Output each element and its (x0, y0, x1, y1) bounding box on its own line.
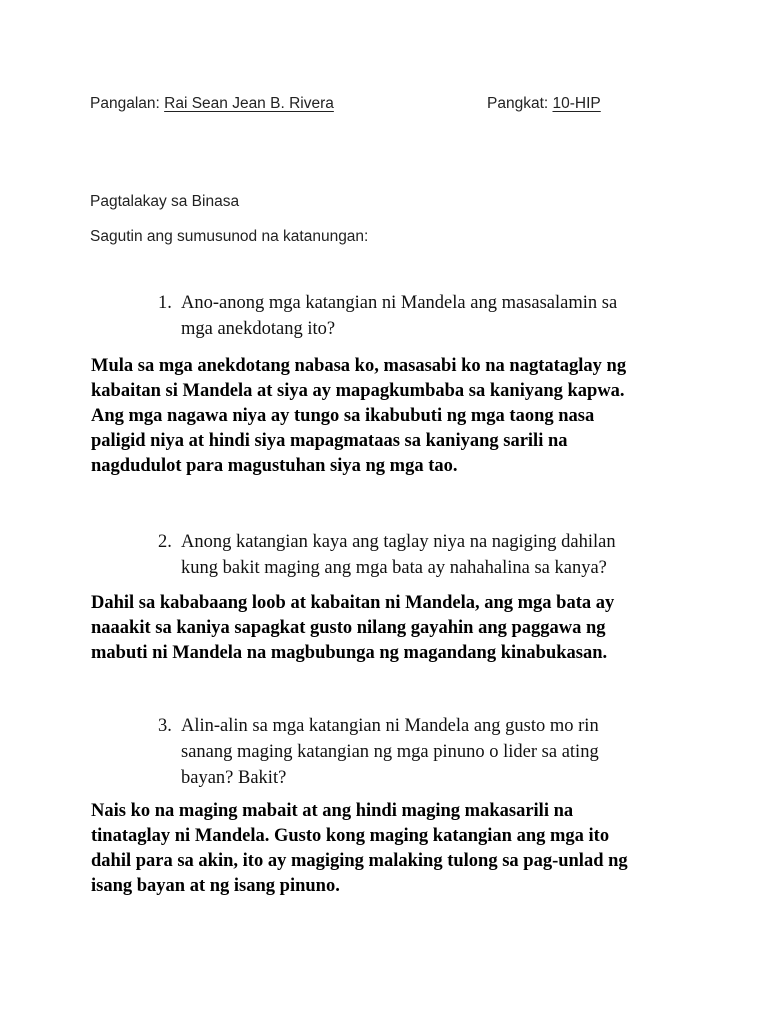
section-title: Pagtalakay sa Binasa (90, 193, 240, 210)
question-text: Anong katangian kaya ang taglay niya na nagiging dahilan kung bakit maging ang mga bata ay nahahalina sa kanya? (181, 532, 616, 578)
name-value: Rai Sean Jean B. Rivera (164, 95, 334, 112)
question-2 (158, 529, 678, 581)
instruction: Sagutin ang sumusunod na katanungan: (90, 228, 369, 245)
group-label: Pangkat: (487, 95, 553, 112)
answer-1: Mula sa mga anekdotang nabasa ko, masasabi ko na nagtataglay ng kabaitan si Mandela at siya ay mapagkumbaba sa kaniyang kapwa. Ang mga nagawa niya ay tungo sa ikabubuti ng mga taong nasa paligid niya at hindi siya mapagmataas sa kaniyang sarili na nagdudulot para magustuhan siya ng mga tao. (91, 356, 627, 476)
group-value: 10-HIP (552, 95, 601, 112)
group-line (487, 95, 601, 113)
question-text: Ano-anong mga katangian ni Mandela ang masasalamin sa mga anekdotang ito? (181, 293, 618, 339)
answer-2: Dahil sa kababaang loob at kabaitan ni Mandela, ang mga bata ay naaakit sa kaniya sapagkat gusto nilang gayahin ang paggawa ng mabuti ni Mandela na magbubunga ng magandang kinabukasan. (91, 593, 615, 663)
question-number: 1. (158, 293, 172, 313)
name-line (90, 95, 334, 113)
name-label: Pangalan: (90, 95, 165, 112)
question-text: Alin-alin sa mga katangian ni Mandela ang gusto mo rin sanang maging katangian ng mga pinuno o lider sa ating bayan? Bakit? (181, 716, 599, 788)
question-1 (158, 290, 678, 342)
question-number: 3. (158, 716, 172, 736)
question-3 (158, 713, 678, 791)
question-number: 2. (158, 532, 172, 552)
answer-3: Nais ko na maging mabait at ang hindi maging makasarili na tinataglay ni Mandela. Gusto kong maging katangian ang mga ito dahil para sa akin, ito ay magiging malaking tulong sa pag-unlad ng isang bayan at ng isang pinuno. (91, 801, 628, 896)
